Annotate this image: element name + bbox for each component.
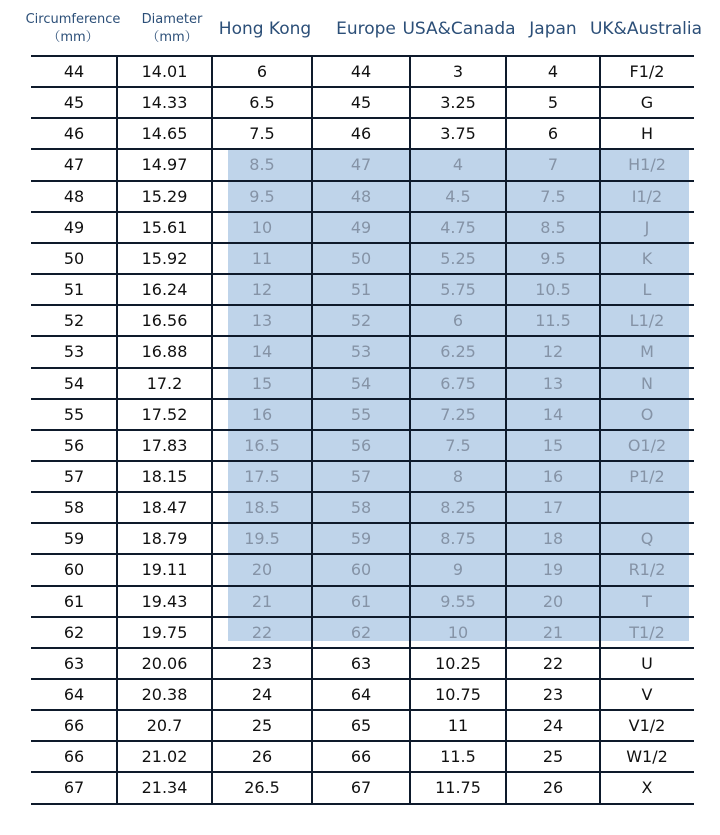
cell-hong-kong: 14 bbox=[251, 342, 273, 362]
cell-hong-kong: 18.5 bbox=[244, 498, 280, 518]
cell-circumference: 52 bbox=[63, 311, 85, 331]
cell-circumference: 66 bbox=[63, 747, 85, 767]
row-divider bbox=[31, 803, 694, 805]
cell-diameter: 15.61 bbox=[141, 217, 188, 237]
cell-usa-canada: 4.5 bbox=[445, 186, 471, 206]
cell-europe: 51 bbox=[350, 280, 372, 300]
cell-diameter: 21.34 bbox=[141, 778, 188, 798]
cell-hong-kong: 24 bbox=[251, 685, 273, 704]
cell-hong-kong: 23 bbox=[251, 653, 273, 673]
cell-usa-canada: 8.25 bbox=[440, 498, 476, 518]
cell-uk-australia: O bbox=[640, 404, 654, 424]
cell-europe: 54 bbox=[350, 373, 372, 393]
cell-europe: 50 bbox=[350, 248, 372, 268]
cell-usa-canada: 11 bbox=[447, 716, 469, 736]
cell-circumference: 59 bbox=[63, 529, 85, 549]
row-divider bbox=[31, 522, 694, 524]
cell-circumference: 49 bbox=[63, 217, 85, 237]
row-divider bbox=[31, 429, 694, 431]
table-row bbox=[31, 710, 694, 741]
cell-uk-australia: V1/2 bbox=[628, 716, 666, 736]
cell-circumference: 47 bbox=[63, 155, 85, 175]
table-row bbox=[31, 274, 694, 305]
cell-usa-canada: 3.25 bbox=[440, 93, 476, 113]
cell-uk-australia: F1/2 bbox=[629, 62, 665, 81]
cell-hong-kong: 19.5 bbox=[244, 529, 280, 549]
cell-circumference: 54 bbox=[63, 373, 85, 393]
column-divider bbox=[505, 56, 507, 804]
cell-usa-canada: 10 bbox=[447, 622, 469, 642]
row-divider bbox=[31, 740, 694, 742]
cell-japan: 7.5 bbox=[540, 186, 566, 206]
cell-circumference: 55 bbox=[63, 404, 85, 424]
column-divider bbox=[599, 56, 601, 804]
cell-europe: 47 bbox=[350, 155, 372, 175]
cell-hong-kong: 9.5 bbox=[249, 186, 275, 206]
column-divider bbox=[409, 56, 411, 804]
cell-usa-canada: 10.75 bbox=[435, 685, 481, 704]
cell-circumference: 51 bbox=[63, 280, 85, 300]
cell-circumference: 60 bbox=[63, 560, 85, 580]
cell-uk-australia: L1/2 bbox=[629, 311, 665, 331]
cell-hong-kong: 25 bbox=[251, 716, 273, 736]
cell-japan: 22 bbox=[542, 653, 564, 673]
cell-uk-australia: N bbox=[641, 373, 653, 393]
row-divider bbox=[31, 647, 694, 649]
cell-uk-australia: X bbox=[641, 778, 653, 798]
table-row bbox=[31, 772, 694, 803]
cell-diameter: 19.43 bbox=[141, 591, 188, 611]
cell-usa-canada: 5.25 bbox=[440, 248, 476, 268]
cell-europe: 67 bbox=[350, 778, 372, 798]
cell-hong-kong: 7.5 bbox=[249, 124, 275, 144]
cell-europe: 45 bbox=[350, 93, 372, 113]
cell-japan: 25 bbox=[542, 747, 564, 767]
cell-uk-australia: U bbox=[641, 653, 653, 673]
table-row bbox=[31, 461, 694, 492]
table-row bbox=[31, 181, 694, 212]
cell-diameter: 21.02 bbox=[141, 747, 188, 767]
row-divider bbox=[31, 242, 694, 244]
row-divider bbox=[31, 585, 694, 587]
cell-diameter: 16.24 bbox=[141, 280, 188, 300]
cell-europe: 60 bbox=[350, 560, 372, 580]
cell-usa-canada: 7.25 bbox=[440, 404, 476, 424]
cell-europe: 64 bbox=[350, 685, 372, 704]
cell-europe: 63 bbox=[350, 653, 372, 673]
header-japan-label: Japan bbox=[529, 18, 577, 39]
cell-japan: 13 bbox=[542, 373, 564, 393]
header-usa-canada bbox=[402, 0, 516, 57]
cell-europe: 61 bbox=[350, 591, 372, 611]
cell-europe: 44 bbox=[350, 62, 372, 81]
header-japan bbox=[522, 0, 584, 57]
cell-uk-australia: Q bbox=[640, 529, 654, 549]
cell-hong-kong: 12 bbox=[251, 280, 273, 300]
cell-diameter: 17.52 bbox=[141, 404, 188, 424]
table-row bbox=[31, 741, 694, 772]
header-uk-australia-label: UK&Australia bbox=[589, 18, 703, 39]
cell-circumference: 46 bbox=[63, 124, 85, 144]
cell-usa-canada: 11.75 bbox=[435, 778, 481, 798]
cell-uk-australia: R1/2 bbox=[628, 560, 666, 580]
cell-uk-australia: G bbox=[640, 93, 654, 113]
header-uk-australia bbox=[588, 0, 704, 57]
cell-diameter: 18.15 bbox=[141, 466, 188, 486]
cell-usa-canada: 4.75 bbox=[440, 217, 476, 237]
cell-usa-canada: 6 bbox=[452, 311, 464, 331]
row-divider bbox=[31, 709, 694, 711]
row-divider bbox=[31, 148, 694, 150]
cell-circumference: 44 bbox=[63, 62, 85, 81]
header-diameter-label: Diameter bbox=[141, 11, 203, 27]
table-row bbox=[31, 212, 694, 243]
cell-diameter: 15.92 bbox=[141, 248, 188, 268]
row-divider bbox=[31, 273, 694, 275]
row-divider bbox=[31, 211, 694, 213]
cell-usa-canada: 4 bbox=[452, 155, 464, 175]
cell-usa-canada: 6.25 bbox=[440, 342, 476, 362]
cell-diameter: 19.75 bbox=[141, 622, 188, 642]
table-row bbox=[31, 617, 694, 648]
header-europe bbox=[328, 0, 404, 57]
table-row bbox=[31, 523, 694, 554]
cell-uk-australia: T bbox=[642, 591, 652, 611]
cell-japan: 7 bbox=[547, 155, 559, 175]
cell-circumference: 66 bbox=[63, 716, 85, 736]
cell-uk-australia: T1/2 bbox=[629, 622, 665, 642]
cell-hong-kong: 16.5 bbox=[244, 435, 280, 455]
header-diameter-unit: （mm） bbox=[146, 29, 198, 45]
cell-hong-kong: 17.5 bbox=[244, 466, 280, 486]
cell-circumference: 48 bbox=[63, 186, 85, 206]
cell-uk-australia: J bbox=[644, 217, 650, 237]
cell-circumference: 63 bbox=[63, 653, 85, 673]
cell-circumference: 64 bbox=[63, 685, 85, 704]
header-circumference-unit: （mm） bbox=[47, 29, 99, 45]
cell-japan: 14 bbox=[542, 404, 564, 424]
cell-uk-australia: P1/2 bbox=[629, 466, 665, 486]
table-row bbox=[31, 149, 694, 180]
table-row bbox=[31, 586, 694, 617]
cell-uk-australia bbox=[600, 492, 694, 523]
cell-circumference: 45 bbox=[63, 93, 85, 113]
cell-japan: 5 bbox=[547, 93, 559, 113]
cell-europe: 66 bbox=[350, 747, 372, 767]
cell-diameter: 19.11 bbox=[141, 560, 188, 580]
cell-uk-australia: M bbox=[640, 342, 654, 362]
cell-hong-kong: 26 bbox=[251, 747, 273, 767]
cell-hong-kong: 20 bbox=[251, 560, 273, 580]
cell-japan: 23 bbox=[542, 685, 564, 704]
cell-japan: 8.5 bbox=[540, 217, 566, 237]
cell-japan: 21 bbox=[542, 622, 564, 642]
table-row bbox=[31, 243, 694, 274]
table-row bbox=[31, 87, 694, 118]
row-divider bbox=[31, 117, 694, 119]
cell-uk-australia: O1/2 bbox=[627, 435, 667, 455]
cell-usa-canada: 11.5 bbox=[440, 747, 476, 767]
cell-hong-kong: 15 bbox=[251, 373, 273, 393]
row-divider bbox=[31, 553, 694, 555]
cell-europe: 55 bbox=[350, 404, 372, 424]
column-divider bbox=[211, 56, 213, 804]
cell-uk-australia: K bbox=[641, 248, 653, 268]
cell-uk-australia: I1/2 bbox=[631, 186, 663, 206]
cell-japan: 12 bbox=[542, 342, 564, 362]
row-divider bbox=[31, 180, 694, 182]
header-diameter bbox=[132, 0, 212, 57]
cell-usa-canada: 10.25 bbox=[435, 653, 481, 673]
cell-japan: 20 bbox=[542, 591, 564, 611]
cell-usa-canada: 9.55 bbox=[440, 591, 476, 611]
cell-hong-kong: 11 bbox=[251, 248, 273, 268]
table-row bbox=[31, 56, 694, 87]
table-row bbox=[31, 492, 694, 523]
table-row bbox=[31, 118, 694, 149]
cell-europe: 58 bbox=[350, 498, 372, 518]
table-row bbox=[31, 430, 694, 461]
cell-circumference: 62 bbox=[63, 622, 85, 642]
cell-europe: 56 bbox=[350, 435, 372, 455]
cell-hong-kong: 8.5 bbox=[249, 155, 275, 175]
cell-japan: 24 bbox=[542, 716, 564, 736]
table-row bbox=[31, 399, 694, 430]
table-row bbox=[31, 336, 694, 367]
row-divider bbox=[31, 367, 694, 369]
cell-hong-kong: 10 bbox=[251, 217, 273, 237]
cell-diameter: 18.47 bbox=[141, 498, 188, 518]
cell-diameter: 14.33 bbox=[141, 93, 188, 113]
cell-circumference: 56 bbox=[63, 435, 85, 455]
cell-europe: 53 bbox=[350, 342, 372, 362]
cell-japan: 16 bbox=[542, 466, 564, 486]
row-divider bbox=[31, 55, 694, 57]
cell-diameter: 14.65 bbox=[141, 124, 188, 144]
cell-hong-kong: 26.5 bbox=[244, 778, 280, 798]
cell-europe: 46 bbox=[350, 124, 372, 144]
cell-usa-canada: 7.5 bbox=[445, 435, 471, 455]
cell-diameter: 17.2 bbox=[146, 373, 183, 393]
cell-hong-kong: 6.5 bbox=[249, 93, 275, 113]
table-row bbox=[31, 554, 694, 585]
cell-japan: 6 bbox=[547, 124, 559, 144]
cell-japan: 17 bbox=[542, 498, 564, 518]
row-divider bbox=[31, 678, 694, 680]
cell-diameter: 14.01 bbox=[141, 62, 188, 81]
row-divider bbox=[31, 398, 694, 400]
cell-japan: 11.5 bbox=[535, 311, 571, 331]
column-divider bbox=[116, 56, 118, 804]
cell-usa-canada: 8 bbox=[452, 466, 464, 486]
cell-circumference: 58 bbox=[63, 498, 85, 518]
cell-usa-canada: 5.75 bbox=[440, 280, 476, 300]
cell-circumference: 61 bbox=[63, 591, 85, 611]
cell-diameter: 15.29 bbox=[141, 186, 188, 206]
cell-usa-canada: 9 bbox=[452, 560, 464, 580]
cell-europe: 52 bbox=[350, 311, 372, 331]
cell-usa-canada: 3 bbox=[452, 62, 464, 81]
row-divider bbox=[31, 335, 694, 337]
cell-circumference: 50 bbox=[63, 248, 85, 268]
cell-diameter: 16.56 bbox=[141, 311, 188, 331]
cell-uk-australia: H bbox=[640, 124, 654, 144]
cell-europe: 49 bbox=[350, 217, 372, 237]
cell-japan: 4 bbox=[547, 62, 559, 81]
cell-usa-canada: 6.75 bbox=[440, 373, 476, 393]
cell-diameter: 14.97 bbox=[141, 155, 188, 175]
cell-japan: 19 bbox=[542, 560, 564, 580]
cell-diameter: 20.06 bbox=[141, 653, 188, 673]
cell-europe: 57 bbox=[350, 466, 372, 486]
header-usa-canada-label: USA&Canada bbox=[402, 18, 516, 39]
cell-hong-kong: 21 bbox=[251, 591, 273, 611]
cell-europe: 62 bbox=[350, 622, 372, 642]
cell-uk-australia: L bbox=[642, 280, 652, 300]
cell-usa-canada: 3.75 bbox=[440, 124, 476, 144]
header-circumference-label: Circumference bbox=[25, 11, 121, 27]
cell-uk-australia: V bbox=[641, 685, 653, 704]
cell-uk-australia: H1/2 bbox=[628, 155, 666, 175]
cell-circumference: 57 bbox=[63, 466, 85, 486]
row-divider bbox=[31, 771, 694, 773]
cell-usa-canada: 8.75 bbox=[440, 529, 476, 549]
row-divider bbox=[31, 491, 694, 493]
header-circumference bbox=[14, 0, 132, 57]
row-divider bbox=[31, 304, 694, 306]
table-row bbox=[31, 648, 694, 679]
table-row bbox=[31, 679, 694, 710]
header-hong-kong-label: Hong Kong bbox=[218, 18, 312, 39]
header-europe-label: Europe bbox=[336, 18, 396, 39]
row-divider bbox=[31, 86, 694, 88]
cell-hong-kong: 13 bbox=[251, 311, 273, 331]
table-row bbox=[31, 368, 694, 399]
row-divider bbox=[31, 460, 694, 462]
column-divider bbox=[311, 56, 313, 804]
cell-hong-kong: 16 bbox=[251, 404, 273, 424]
cell-diameter: 16.88 bbox=[141, 342, 188, 362]
cell-diameter: 18.79 bbox=[141, 529, 188, 549]
cell-europe: 65 bbox=[350, 716, 372, 736]
cell-diameter: 17.83 bbox=[141, 435, 188, 455]
header-hong-kong bbox=[214, 0, 316, 57]
cell-diameter: 20.7 bbox=[146, 716, 183, 736]
cell-europe: 59 bbox=[350, 529, 372, 549]
cell-diameter: 20.38 bbox=[141, 685, 188, 704]
cell-uk-australia: W1/2 bbox=[626, 747, 668, 767]
cell-japan: 10.5 bbox=[535, 280, 571, 300]
cell-europe: 48 bbox=[350, 186, 372, 206]
table-row bbox=[31, 305, 694, 336]
cell-circumference: 67 bbox=[63, 778, 85, 798]
row-divider bbox=[31, 616, 694, 618]
cell-japan: 9.5 bbox=[540, 248, 566, 268]
cell-japan: 15 bbox=[542, 435, 564, 455]
cell-hong-kong: 6 bbox=[256, 62, 268, 81]
cell-japan: 18 bbox=[542, 529, 564, 549]
cell-japan: 26 bbox=[542, 778, 564, 798]
cell-circumference: 53 bbox=[63, 342, 85, 362]
cell-hong-kong: 22 bbox=[251, 622, 273, 642]
